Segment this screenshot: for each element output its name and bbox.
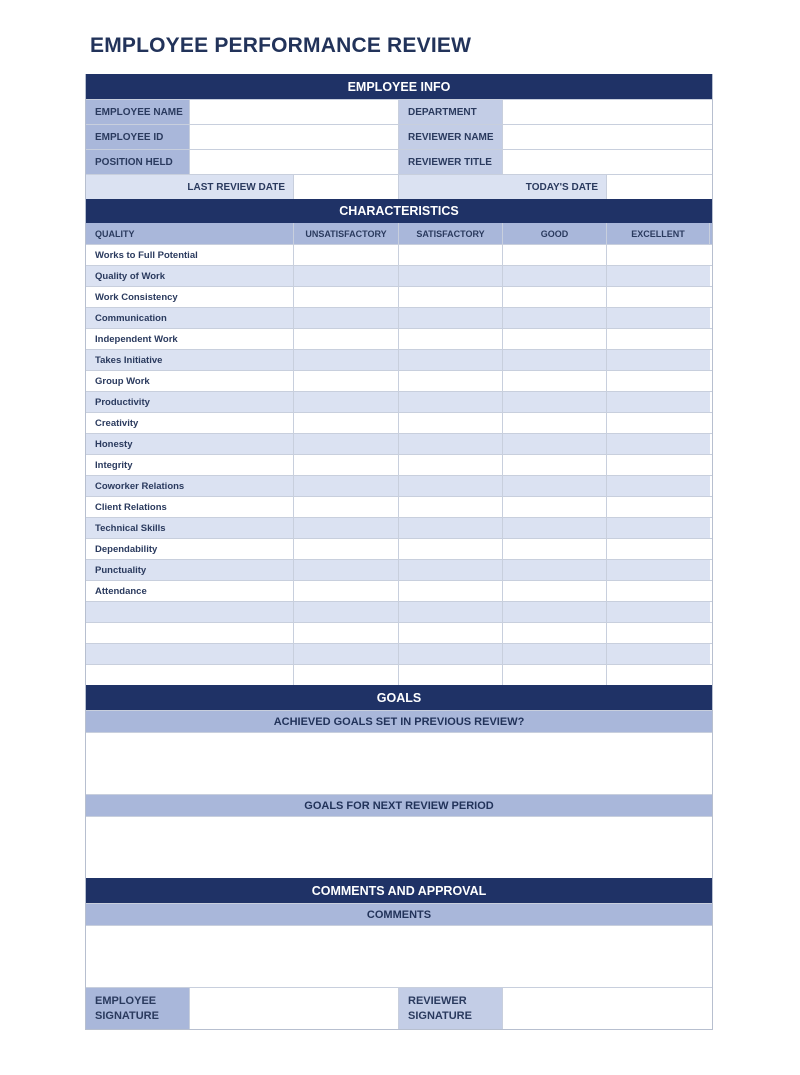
rating-cell-satisfactory[interactable] — [399, 497, 503, 517]
dates-row — [86, 174, 712, 199]
rating-cell-good[interactable] — [503, 623, 607, 643]
department-field[interactable] — [503, 100, 710, 124]
table-row — [86, 559, 712, 580]
rating-cell-good[interactable] — [503, 476, 607, 496]
quality-label: Dependability — [86, 539, 294, 559]
rating-cell-excellent[interactable] — [607, 434, 710, 454]
quality-label: Client Relations — [86, 497, 294, 517]
table-row — [86, 475, 712, 496]
quality-label — [86, 644, 294, 664]
page-title: EMPLOYEE PERFORMANCE REVIEW — [90, 34, 472, 57]
rating-cell-satisfactory[interactable] — [399, 350, 503, 370]
quality-label: Integrity — [86, 455, 294, 475]
rating-cell-excellent[interactable] — [607, 308, 710, 328]
rating-cell-excellent[interactable] — [607, 392, 710, 412]
rating-cell-satisfactory[interactable] — [399, 266, 503, 286]
rating-cell-unsatisfactory[interactable] — [294, 308, 399, 328]
rating-cell-unsatisfactory[interactable] — [294, 287, 399, 307]
quality-label: Independent Work — [86, 329, 294, 349]
rating-cell-unsatisfactory[interactable] — [294, 560, 399, 580]
rating-cell-satisfactory[interactable] — [399, 560, 503, 580]
reviewer-title-field[interactable] — [503, 150, 710, 174]
rating-cell-excellent[interactable] — [607, 371, 710, 391]
rating-cell-satisfactory[interactable] — [399, 287, 503, 307]
rating-cell-excellent[interactable] — [607, 665, 710, 685]
rating-cell-satisfactory[interactable] — [399, 476, 503, 496]
rating-cell-unsatisfactory[interactable] — [294, 392, 399, 412]
signature-row — [86, 987, 712, 1029]
table-row — [86, 538, 712, 559]
rating-cell-good[interactable] — [503, 644, 607, 664]
characteristics-header: CHARACTERISTICS — [86, 199, 712, 223]
next-goals-label: GOALS FOR NEXT REVIEW PERIOD — [86, 794, 712, 816]
rating-cell-unsatisfactory[interactable] — [294, 413, 399, 433]
comments-approval-header: COMMENTS AND APPROVAL — [86, 878, 712, 903]
rating-cell-good[interactable] — [503, 518, 607, 538]
table-row — [86, 664, 712, 685]
rating-cell-satisfactory[interactable] — [399, 623, 503, 643]
employee-id-label: EMPLOYEE ID — [86, 125, 190, 149]
rating-cell-good[interactable] — [503, 665, 607, 685]
quality-label: Works to Full Potential — [86, 245, 294, 265]
reviewer-signature-field[interactable] — [503, 988, 710, 1029]
table-row — [86, 391, 712, 412]
quality-label: Group Work — [86, 371, 294, 391]
rating-cell-unsatisfactory[interactable] — [294, 245, 399, 265]
info-row — [86, 99, 712, 124]
rating-cell-excellent[interactable] — [607, 602, 710, 622]
quality-label — [86, 665, 294, 685]
rating-cell-excellent[interactable] — [607, 497, 710, 517]
rating-cell-satisfactory[interactable] — [399, 308, 503, 328]
column-header-satisfactory: SATISFACTORY — [399, 223, 503, 244]
rating-cell-unsatisfactory[interactable] — [294, 539, 399, 559]
rating-cell-satisfactory[interactable] — [399, 602, 503, 622]
table-row — [86, 580, 712, 601]
employee-info-header: EMPLOYEE INFO — [86, 74, 712, 99]
rating-cell-excellent[interactable] — [607, 581, 710, 601]
review-sheet — [85, 74, 713, 1030]
comments-label: COMMENTS — [86, 903, 712, 925]
rating-cell-excellent[interactable] — [607, 266, 710, 286]
rating-cell-satisfactory[interactable] — [399, 518, 503, 538]
rating-cell-excellent[interactable] — [607, 476, 710, 496]
comments-field[interactable] — [86, 925, 712, 987]
column-header-unsatisfactory: UNSATISFACTORY — [294, 223, 399, 244]
rating-cell-unsatisfactory[interactable] — [294, 623, 399, 643]
rating-cell-good[interactable] — [503, 371, 607, 391]
reviewer-title-label: REVIEWER TITLE — [399, 150, 503, 174]
rating-cell-excellent[interactable] — [607, 560, 710, 580]
rating-cell-good[interactable] — [503, 392, 607, 412]
quality-rows — [86, 244, 712, 685]
rating-cell-satisfactory[interactable] — [399, 665, 503, 685]
rating-cell-unsatisfactory[interactable] — [294, 434, 399, 454]
rating-cell-good[interactable] — [503, 413, 607, 433]
rating-cell-excellent[interactable] — [607, 329, 710, 349]
rating-cell-unsatisfactory[interactable] — [294, 644, 399, 664]
rating-cell-unsatisfactory[interactable] — [294, 371, 399, 391]
rating-cell-good[interactable] — [503, 329, 607, 349]
rating-cell-unsatisfactory[interactable] — [294, 497, 399, 517]
quality-label: Honesty — [86, 434, 294, 454]
reviewer-signature-label: REVIEWER SIGNATURE — [399, 988, 503, 1029]
quality-label: Takes Initiative — [86, 350, 294, 370]
rating-cell-satisfactory[interactable] — [399, 539, 503, 559]
rating-cell-excellent[interactable] — [607, 623, 710, 643]
quality-label: Coworker Relations — [86, 476, 294, 496]
rating-cell-satisfactory[interactable] — [399, 392, 503, 412]
employee-signature-label: EMPLOYEE SIGNATURE — [86, 988, 190, 1029]
table-row — [86, 412, 712, 433]
rating-cell-satisfactory[interactable] — [399, 455, 503, 475]
employee-name-field[interactable] — [190, 100, 399, 124]
rating-cell-excellent[interactable] — [607, 350, 710, 370]
employee-name-label: EMPLOYEE NAME — [86, 100, 190, 124]
last-review-date-label: LAST REVIEW DATE — [86, 175, 294, 199]
column-header-good: GOOD — [503, 223, 607, 244]
quality-label — [86, 623, 294, 643]
table-row — [86, 349, 712, 370]
column-header-excellent: EXCELLENT — [607, 223, 710, 244]
rating-cell-unsatisfactory[interactable] — [294, 602, 399, 622]
rating-cell-excellent[interactable] — [607, 539, 710, 559]
rating-cell-excellent[interactable] — [607, 455, 710, 475]
table-row — [86, 433, 712, 454]
quality-label: Technical Skills — [86, 518, 294, 538]
rating-cell-excellent[interactable] — [607, 518, 710, 538]
rating-cell-satisfactory[interactable] — [399, 413, 503, 433]
table-row — [86, 265, 712, 286]
table-row — [86, 643, 712, 664]
rating-cell-unsatisfactory[interactable] — [294, 518, 399, 538]
column-header-quality: QUALITY — [86, 223, 294, 244]
rating-cell-excellent[interactable] — [607, 245, 710, 265]
rating-cell-unsatisfactory[interactable] — [294, 455, 399, 475]
reviewer-name-label: REVIEWER NAME — [399, 125, 503, 149]
table-row — [86, 328, 712, 349]
quality-label: Work Consistency — [86, 287, 294, 307]
rating-cell-good[interactable] — [503, 266, 607, 286]
quality-label: Quality of Work — [86, 266, 294, 286]
rating-cell-good[interactable] — [503, 308, 607, 328]
characteristics-column-headers — [86, 223, 712, 244]
position-held-label: POSITION HELD — [86, 150, 190, 174]
rating-cell-satisfactory[interactable] — [399, 644, 503, 664]
rating-cell-good[interactable] — [503, 434, 607, 454]
next-goals-field[interactable] — [86, 816, 712, 878]
quality-label: Communication — [86, 308, 294, 328]
reviewer-name-field[interactable] — [503, 125, 710, 149]
rating-cell-good[interactable] — [503, 455, 607, 475]
rating-cell-good[interactable] — [503, 560, 607, 580]
rating-cell-satisfactory[interactable] — [399, 371, 503, 391]
quality-label: Punctuality — [86, 560, 294, 580]
table-row — [86, 622, 712, 643]
rating-cell-satisfactory[interactable] — [399, 329, 503, 349]
quality-label: Attendance — [86, 581, 294, 601]
goals-header: GOALS — [86, 685, 712, 710]
employee-id-field[interactable] — [190, 125, 399, 149]
employee-signature-field[interactable] — [190, 988, 399, 1029]
table-row — [86, 307, 712, 328]
todays-date-label: TODAY'S DATE — [399, 175, 607, 199]
rating-cell-unsatisfactory[interactable] — [294, 329, 399, 349]
last-review-date-field[interactable] — [294, 175, 399, 199]
rating-cell-unsatisfactory[interactable] — [294, 350, 399, 370]
info-row — [86, 124, 712, 149]
table-row — [86, 517, 712, 538]
rating-cell-excellent[interactable] — [607, 644, 710, 664]
rating-cell-good[interactable] — [503, 245, 607, 265]
achieved-goals-label: ACHIEVED GOALS SET IN PREVIOUS REVIEW? — [86, 710, 712, 732]
table-row — [86, 370, 712, 391]
quality-label — [86, 602, 294, 622]
quality-label: Productivity — [86, 392, 294, 412]
table-row — [86, 496, 712, 517]
rating-cell-good[interactable] — [503, 497, 607, 517]
table-row — [86, 244, 712, 265]
rating-cell-satisfactory[interactable] — [399, 434, 503, 454]
quality-label: Creativity — [86, 413, 294, 433]
rating-cell-satisfactory[interactable] — [399, 581, 503, 601]
rating-cell-unsatisfactory[interactable] — [294, 266, 399, 286]
table-row — [86, 601, 712, 622]
todays-date-field[interactable] — [607, 175, 710, 199]
rating-cell-good[interactable] — [503, 539, 607, 559]
info-row — [86, 149, 712, 174]
rating-cell-unsatisfactory[interactable] — [294, 581, 399, 601]
rating-cell-unsatisfactory[interactable] — [294, 665, 399, 685]
table-row — [86, 454, 712, 475]
rating-cell-satisfactory[interactable] — [399, 245, 503, 265]
rating-cell-unsatisfactory[interactable] — [294, 476, 399, 496]
rating-cell-good[interactable] — [503, 581, 607, 601]
rating-cell-excellent[interactable] — [607, 413, 710, 433]
rating-cell-excellent[interactable] — [607, 287, 710, 307]
table-row — [86, 286, 712, 307]
achieved-goals-field[interactable] — [86, 732, 712, 794]
rating-cell-good[interactable] — [503, 350, 607, 370]
rating-cell-good[interactable] — [503, 602, 607, 622]
department-label: DEPARTMENT — [399, 100, 503, 124]
rating-cell-good[interactable] — [503, 287, 607, 307]
position-held-field[interactable] — [190, 150, 399, 174]
